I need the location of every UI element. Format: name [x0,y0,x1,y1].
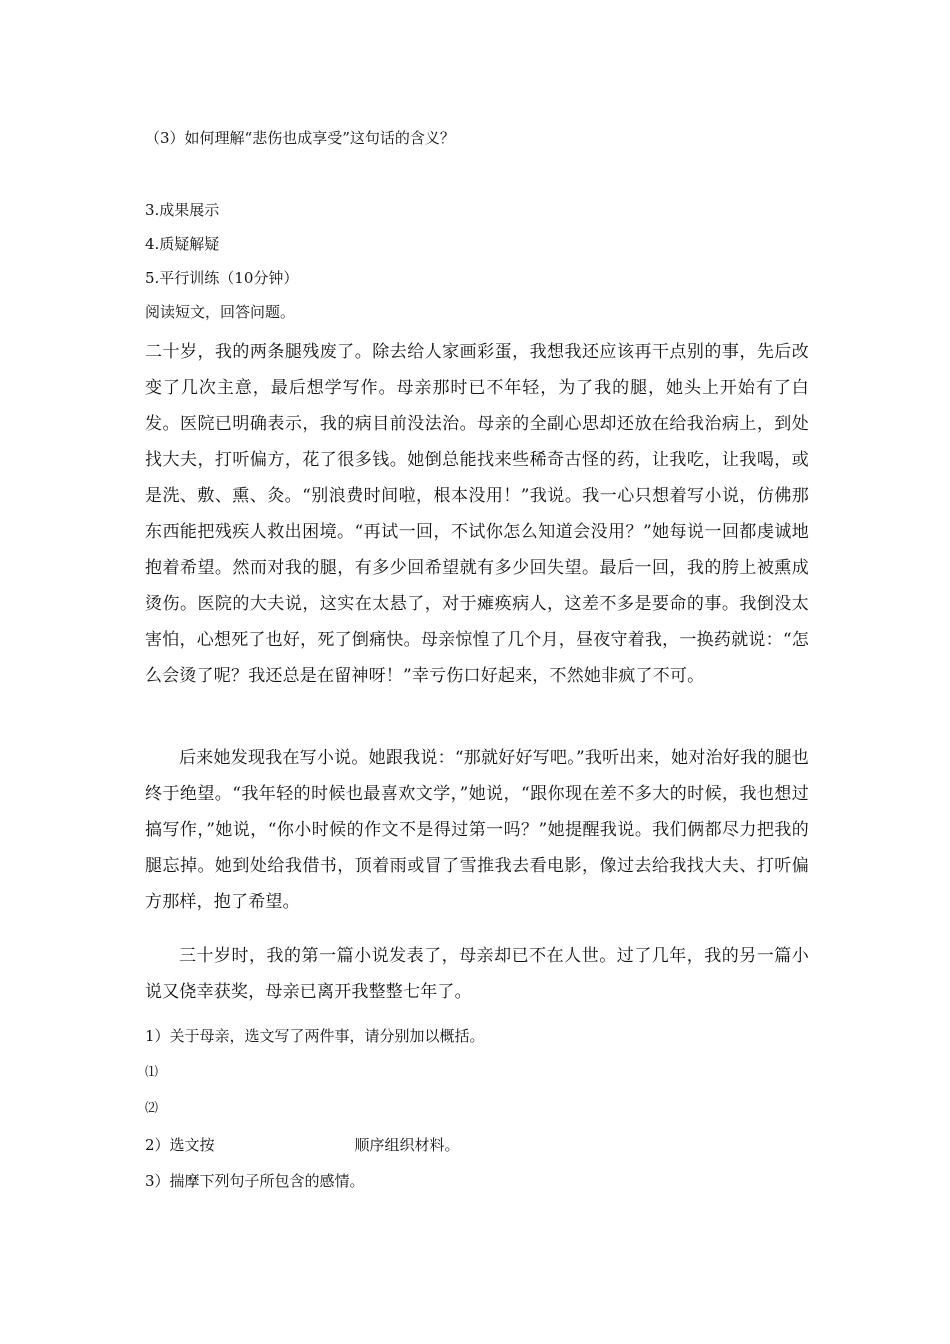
step-question-answer: 4.质疑解疑 [145,235,220,253]
question-2-text [145,1135,460,1155]
question-3-text: （3）如何理解“悲伤也成享受”这句话的含义？ [145,129,455,147]
reading-instruction: 阅读短文，回答问题。 [145,303,296,321]
question-1-item-1-label: ⑴ [145,1065,159,1080]
passage-paragraph-3: 三十岁时，我的第一篇小说发表了，母亲却已不在人世。过了几年，我的另一篇小说又侥幸获奖，母亲已离开我整整七年了。 [145,946,809,1002]
step-results-display: 3.成果展示 [145,201,220,219]
step-parallel-training: 5.平行训练（10分钟） [145,269,299,287]
question-2-prefix: 2）选文按 [145,1136,215,1154]
question-3-sentence-prompt: 3）揣摩下列句子所包含的感情。 [145,1172,365,1190]
question-1-item-2-label: ⑵ [145,1101,159,1116]
passage-paragraph-1: 二十岁，我的两条腿残废了。除去给人家画彩蛋，我想我还应该再干点别的事，先后改变了几次主意，最后想学写作。母亲那时已不年轻，为了我的腿，她头上开始有了白发。医院已明确表示，我的病目前没法治。母亲的全副心思却还放在给我治病上，到处找大夫，打听偏方，花了很多钱。她倒总能找来些稀奇古怪的药，让我吃，让我喝，或是洗、敷、熏、灸。“别浪费时间啦，根本没用！”我说。我一心只想着写小说，仿佛那东西能把残疾人救出困境。“再试一回，不试你怎么知道会没用？”她每说一回都虔诚地抱着希望。然而对我的腿，有多少回希望就有多少回失望。最后一回，我的胯上被熏成烫伤。医院的大夫说，这实在太悬了，对于瘫痪病人，这差不多是要命的事。我倒没太害怕，心想死了也好，死了倒痛快。母亲惊惶了几个月，昼夜守着我，一换药就说：“怎么会烫了呢？我还总是在留神呀！”幸亏伤口好起来，不然她非疯了不可。 [145,342,809,686]
question-1-text: 1）关于母亲，选文写了两件事，请分别加以概括。 [145,1027,485,1045]
question-2-suffix: 顺序组织材料。 [354,1136,460,1154]
passage-paragraph-2: 后来她发现我在写小说。她跟我说：“那就好好写吧。”我听出来，她对治好我的腿也终于绝望。“我年轻的时候也最喜欢文学，”她说，“跟你现在差不多大的时候，我也想过搞写作，”她说，“你小时候的作文不是得过第一吗？”她提醒我说。我们俩都尽力把我的腿忘掉。她到处给我借书，顶着雨或冒了雪推我去看电影，像过去给我找大夫、打听偏方那样，抱了希望。 [145,748,809,912]
